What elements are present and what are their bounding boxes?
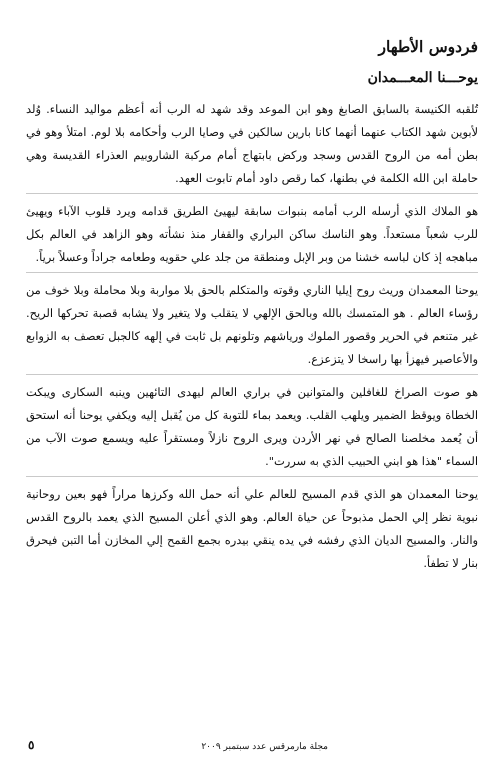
journal-name: مجلة مارمرقس عدد سبتمبر ٢٠٠٩ (201, 742, 328, 752)
article-title: يوحـــنا المعـــمدان (367, 70, 478, 86)
paragraph-5: يوحنا المعمدان هو الذي قدم المسيح للعالم علي أنه حمل الله وكرزها مراراً فهو بعين روحانية نبوية نظر إلي الحمل مذبوحاً عن حياة العالم. وهو الذي أعلن المسيح الذي يعمد بالروح القدس والنار. والمسيح الديان الذي رفشه في يده ينقي بيدره بجمع القمح إلي المخازن أما التبن فيحرق بنار لا تطفأ. (26, 487, 478, 570)
page-content (26, 36, 478, 584)
page-number: ٥ (28, 738, 35, 752)
paragraph-1: تُلقبه الكنيسة بالسابق الصابغ وهو ابن الموعد وقد شهد له الرب أنه أعظم مواليد النساء. وُلد لأبوين شهد الكتاب عنهما أنهما كانا بارين سالكين في وصايا الرب وأحكامه بلا لوم. امتلأ وهو في بطن أمه من الروح القدس وسجد وركض بابتهاج أمام مركبة الشاروبيم العذراء القديسة وهي حاملة ابن الله الكلمة في بطنها، كما رقص داود أمام تابوت العهد. (26, 98, 478, 194)
paragraph-2: هو الملاك الذي أرسله الرب أمامه بنبوات سابقة ليهيئ الطريق قدامه ويرد قلوب الآباء ويهيئ للرب شعباً مستعداً. وهو الناسك ساكن البراري والقفار منذ نشأته وهو الزاهد في العالم بكل مباهجه إذ كان لباسه خشنا من وبر الإبل ومنطقة من جلد علي حقويه وطعامه جراداً وعسلاً برياً. (26, 200, 478, 273)
paragraph-4: هو صوت الصراخ للغافلين والمتوانين في براري العالم ليهدى التائهين وينبه السكارى ويبكت الخطاة ويوقظ الضمير ويلهب القلب. ويعمد بماء للتوبة كل من يُقبل إليه ويكفي يوحنا أنه استحق أن يُعمد مخلصنا الصالح في نهر الأردن ويرى الروح نازلاً ومستقراً عليه ويسمع صوت الآب من السماء "هذا هو ابني الحبيب الذي به سررت". (26, 381, 478, 477)
paragraph-3: يوحنا المعمدان وريث روح إيليا الناري وقوته والمتكلم بالحق بلا مواربة وبلا محاملة وبلا خوف من رؤساء العالم . هو المتمسك بالله وبالحق الإلهي لا يتقلب ولا يتغير ولا يشابه قصبة تحركها الريح. غير متنعم في الحرير وقصور الملوك ورياشهم وتلونهم بل ثابت في إلهه كالجبل تعصف به الزوابع والأعاصير فيهزأ بها راسخا لا يتزعزع. (26, 279, 478, 375)
page-title: فردوس الأطهار (378, 37, 478, 56)
